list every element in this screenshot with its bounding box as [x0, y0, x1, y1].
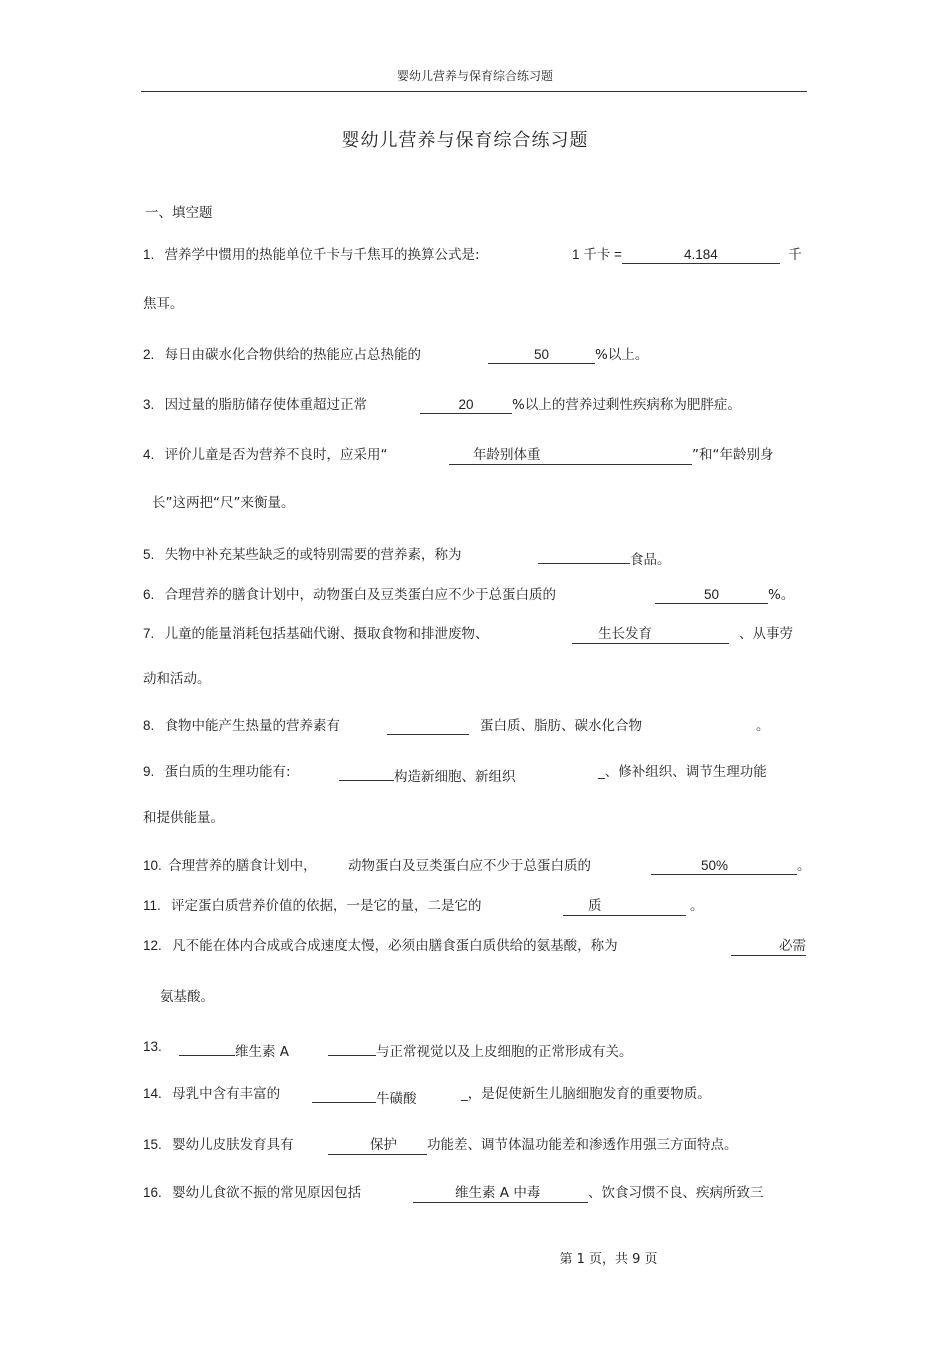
question-9-continuation: 和提供能量。 — [143, 810, 224, 826]
question-suffix: _，是促使新生儿脑细胞发育的重要物质。 — [461, 1086, 711, 1102]
question-number: 10. — [143, 858, 162, 873]
question-16 — [143, 1184, 361, 1202]
question-text: 评价儿童是否为营养不良时，应采用“ — [164, 447, 388, 463]
question-number: 1. — [143, 247, 155, 262]
question-13-answer — [179, 1038, 289, 1061]
answer-blank: 4.184 — [622, 246, 780, 264]
section-heading: 一、填空题 — [145, 205, 213, 221]
question-12 — [143, 937, 618, 955]
question-4-answer — [449, 446, 774, 465]
question-15-answer — [328, 1136, 738, 1155]
question-number: 15. — [143, 1137, 162, 1152]
question-11-answer — [563, 897, 704, 916]
question-text: 蛋白质的生理功能有: — [164, 764, 291, 780]
question-suffix: 功能差、调节体温功能差和渗透作用强三方面特点。 — [427, 1137, 738, 1153]
question-16-answer — [413, 1184, 764, 1203]
answer-text: 牛磺酸 — [376, 1091, 417, 1107]
question-suffix: 、饮食习惯不良、疾病所致三 — [588, 1185, 764, 1201]
answer-text: 构造新细胞、新组织 — [394, 769, 516, 785]
question-2-answer — [488, 346, 648, 364]
answer-blank-line — [312, 1085, 376, 1103]
question-text: 因过量的脂肪储存使体重超过正常 — [164, 397, 368, 413]
question-1-answer-line — [572, 246, 802, 264]
answer-blank: 50% — [651, 857, 797, 875]
question-text: 母乳中含有丰富的 — [172, 1086, 281, 1102]
question-suffix: %。 — [768, 587, 795, 603]
question-5-answer — [538, 546, 671, 569]
answer-blank: 生长发育 — [572, 626, 729, 644]
answer-blank: 维生素 A 中毒 — [413, 1185, 588, 1203]
question-6-answer — [655, 586, 794, 604]
question-text: 合理营养的膳食计划中，动物蛋白及豆类蛋白应不少于总蛋白质的 — [164, 587, 557, 603]
question-10-answer — [651, 857, 811, 875]
question-number: 8. — [143, 718, 155, 733]
question-suffix: ”和“年龄别身 — [692, 447, 774, 463]
question-text: 儿童的能量消耗包括基础代谢、摄取食物和排泄废物、 — [164, 626, 489, 642]
question-suffix: 与正常视觉以及上皮细胞的正常形成有关。 — [376, 1044, 633, 1060]
question-number: 14. — [143, 1086, 162, 1101]
question-suffix: %以上。 — [595, 347, 649, 363]
answer-blank-line — [387, 717, 469, 735]
question-suffix: %以上的营养过剩性疾病称为肥胖症。 — [512, 397, 741, 413]
question-3 — [143, 396, 367, 414]
question-text: 食物中能产生热量的营养素有 — [164, 718, 341, 734]
formula-prefix: 1 千卡 = — [572, 247, 622, 262]
running-header: 婴幼儿营养与保育综合练习题 — [396, 69, 553, 83]
question-5 — [143, 546, 462, 564]
question-14 — [143, 1085, 280, 1103]
question-text: 评定蛋白质营养价值的依据，一是它的量，二是它的 — [171, 898, 482, 914]
question-10 — [143, 857, 317, 875]
question-14-answer — [312, 1085, 417, 1108]
question-number: 4. — [143, 447, 155, 462]
question-9 — [143, 763, 291, 781]
question-number: 16. — [143, 1185, 162, 1200]
question-text: 合理营养的膳食计划中， — [168, 858, 317, 874]
answer-blank: 50 — [488, 346, 595, 364]
question-suffix: 。 — [797, 858, 811, 874]
question-3-answer — [420, 396, 741, 414]
question-number: 6. — [143, 587, 155, 602]
question-number: 9. — [143, 764, 155, 779]
answer-blank-line — [328, 1038, 376, 1056]
header-rule — [141, 91, 807, 92]
question-text: 每日由碳水化合物供给的热能应占总热能的 — [164, 347, 422, 363]
question-8-answer-text: 蛋白质、脂肪、碳水化合物 — [480, 718, 642, 734]
question-number: 12. — [143, 938, 162, 953]
answer-blank — [538, 546, 630, 564]
question-number: 13. — [143, 1039, 162, 1054]
question-8-answer — [387, 717, 469, 740]
question-8 — [143, 717, 340, 735]
question-text: 婴幼儿皮肤发育具有 — [172, 1137, 294, 1153]
question-number: 2. — [143, 347, 155, 362]
question-suffix: 。 — [690, 898, 704, 914]
question-suffix: 千 — [788, 247, 802, 263]
question-number: 5. — [143, 547, 155, 562]
question-13-suffix — [328, 1038, 633, 1061]
question-6 — [143, 586, 556, 604]
question-13 — [143, 1038, 162, 1056]
page-footer: 第 1 页，共 9 页 — [559, 1252, 658, 1267]
question-suffix: 食品。 — [630, 552, 671, 568]
question-15 — [143, 1136, 294, 1154]
answer-blank: 年龄别体重 — [449, 447, 692, 465]
question-11 — [143, 897, 482, 915]
question-12-continuation: 氨基酸。 — [160, 989, 214, 1005]
answer-blank: 保护 — [328, 1137, 427, 1155]
question-suffix: 、从事劳 — [739, 626, 793, 642]
question-7-continuation: 动和活动。 — [143, 671, 211, 687]
question-1-continuation: 焦耳。 — [143, 296, 184, 312]
answer-blank-line — [339, 763, 394, 781]
question-number: 11. — [143, 898, 161, 913]
answer-blank: 20 — [420, 396, 512, 414]
answer-blank-line — [179, 1038, 235, 1056]
question-suffix: _、修补组织、调节生理功能 — [598, 764, 767, 780]
question-text: 营养学中惯用的热能单位千卡与千焦耳的换算公式是: — [164, 247, 480, 263]
answer-blank: 必需 — [731, 938, 806, 956]
question-suffix: 。 — [756, 718, 770, 734]
answer-text: 维生素 A — [235, 1044, 290, 1060]
question-7 — [143, 625, 489, 643]
question-text: 婴幼儿食欲不振的常见原因包括 — [172, 1185, 362, 1201]
question-text: 凡不能在体内合成或合成速度太慢，必须由膳食蛋白质供给的氨基酸，称为 — [172, 938, 618, 954]
question-4-continuation: 长”这两把“尺”来衡量。 — [152, 495, 295, 511]
answer-blank: 质 — [563, 898, 686, 916]
question-9-answer — [339, 763, 516, 786]
answer-blank: 50 — [655, 586, 768, 604]
question-10-text2: 动物蛋白及豆类蛋白应不少于总蛋白质的 — [348, 858, 591, 874]
question-1 — [143, 246, 480, 264]
question-number: 7. — [143, 626, 155, 641]
question-2 — [143, 346, 421, 364]
question-7-answer — [572, 625, 793, 644]
question-text: 失物中补充某些缺乏的或特别需要的营养素，称为 — [164, 547, 462, 563]
question-12-answer — [731, 937, 806, 956]
question-4 — [143, 446, 388, 464]
document-title: 婴幼儿营养与保育综合练习题 — [341, 130, 589, 151]
question-number: 3. — [143, 397, 155, 412]
